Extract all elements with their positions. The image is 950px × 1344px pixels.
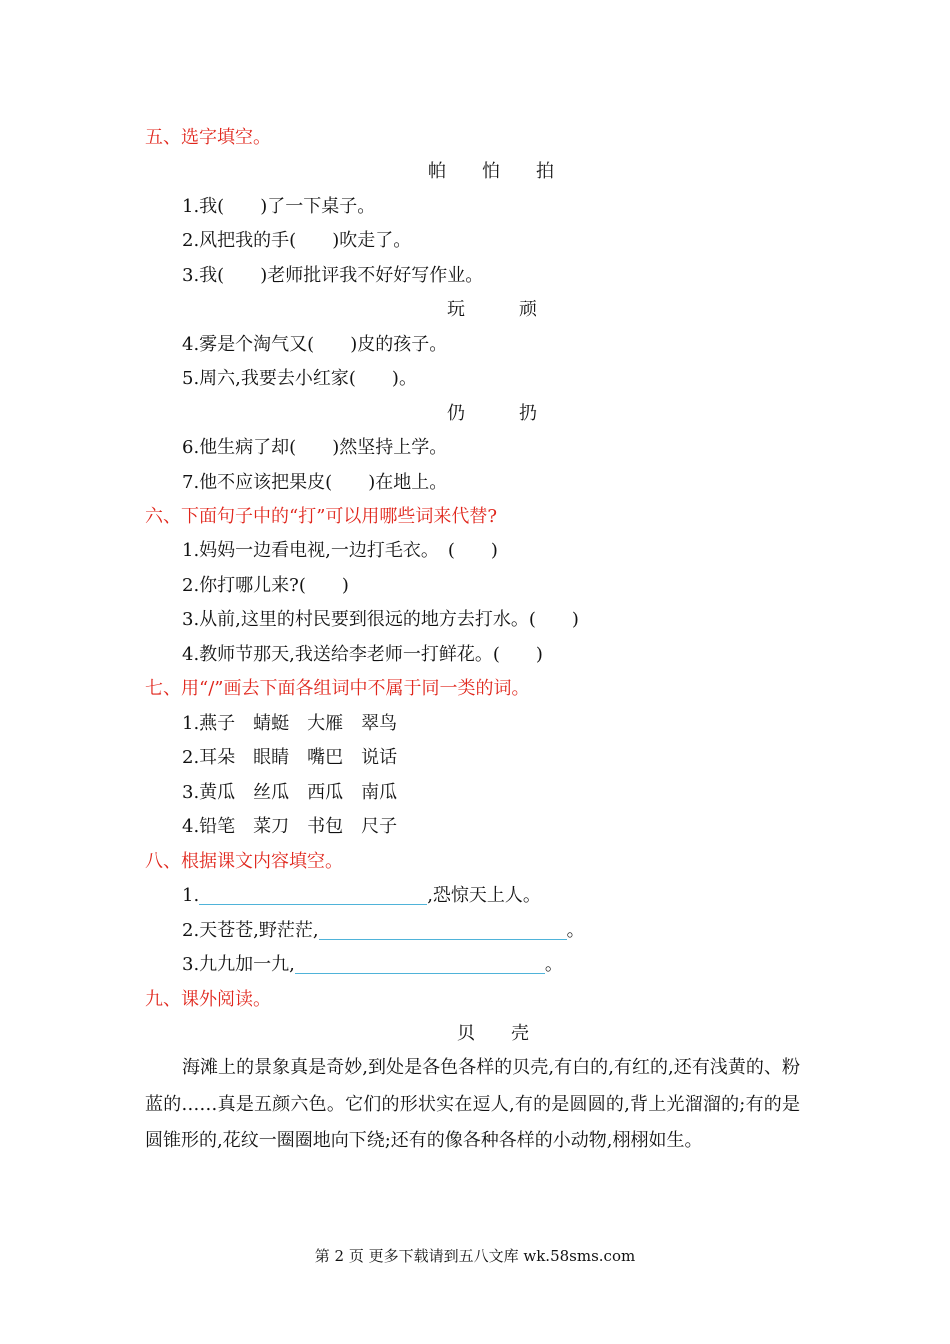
section-5-heading: 五、选字填空。 (145, 127, 271, 148)
fill-blank-item-1 (182, 884, 541, 908)
fill-blank-prefix: 1. (182, 885, 200, 906)
fill-blank-prefix: 2.天苍苍,野茫茫, (182, 920, 319, 941)
section-6-heading: 六、下面句子中的“打”可以用哪些词来代替? (145, 506, 498, 527)
question-item: 7.他不应该把果皮( )在地上。 (182, 472, 448, 493)
fill-blank-suffix: 。 (566, 920, 585, 941)
reading-paragraph: 海滩上的景象真是奇妙,到处是各色各样的贝壳,有白的,有红的,还有浅黄的、粉蓝的……真是五颜六色。它们的形状实在逗人,有的是圆圆的,背上光溜溜的;有的是圆锥形的,花纹一圈圈地向下绕;还有的像各种各样的小动物,栩栩如生。 (145, 1057, 800, 1151)
char-options-1: 帕 怕 拍 (428, 161, 554, 182)
question-item: 6.他生病了却( )然坚持上学。 (182, 437, 448, 458)
page-footer: 第 2 页 更多下载请到五八文库 wk.58sms.com (314, 1247, 636, 1265)
fill-blank-prefix: 3.九九加一九, (182, 954, 295, 975)
question-item: 2.风把我的手( )吹走了。 (182, 230, 412, 251)
question-item: 1.妈妈一边看电视,一边打毛衣。 ( ) (182, 540, 498, 561)
question-item: 4.教师节那天,我送给李老师一打鲜花。( ) (182, 644, 543, 665)
word-group: 3.黄瓜 丝瓜 西瓜 南瓜 (182, 782, 398, 803)
answer-blank[interactable] (295, 953, 545, 974)
answer-blank[interactable] (319, 919, 567, 940)
question-item: 3.我( )老师批评我不好好写作业。 (182, 265, 484, 286)
section-9-heading: 九、课外阅读。 (145, 989, 271, 1010)
char-options-2: 玩 顽 (447, 299, 537, 320)
section-7-heading: 七、用“/”画去下面各组词中不属于同一类的词。 (145, 678, 530, 699)
word-group: 2.耳朵 眼睛 嘴巴 说话 (182, 747, 398, 768)
reading-title: 贝 壳 (457, 1023, 529, 1044)
question-item: 5.周六,我要去小红家( )。 (182, 368, 417, 389)
question-item: 1.我( )了一下桌子。 (182, 196, 376, 217)
fill-blank-item-3 (182, 953, 563, 977)
question-item: 2.你打哪儿来?( ) (182, 575, 349, 596)
section-8-heading: 八、根据课文内容填空。 (145, 851, 343, 872)
char-options-3: 仍 扔 (447, 403, 537, 424)
fill-blank-item-2 (182, 919, 585, 943)
word-group: 4.铅笔 菜刀 书包 尺子 (182, 816, 398, 837)
fill-blank-suffix: 。 (544, 954, 563, 975)
question-item: 3.从前,这里的村民要到很远的地方去打水。( ) (182, 609, 579, 630)
answer-blank[interactable] (199, 884, 427, 905)
question-item: 4.雾是个淘气又( )皮的孩子。 (182, 334, 448, 355)
word-group: 1.燕子 蜻蜓 大雁 翠鸟 (182, 713, 398, 734)
fill-blank-suffix: ,恐惊天上人。 (427, 885, 541, 906)
